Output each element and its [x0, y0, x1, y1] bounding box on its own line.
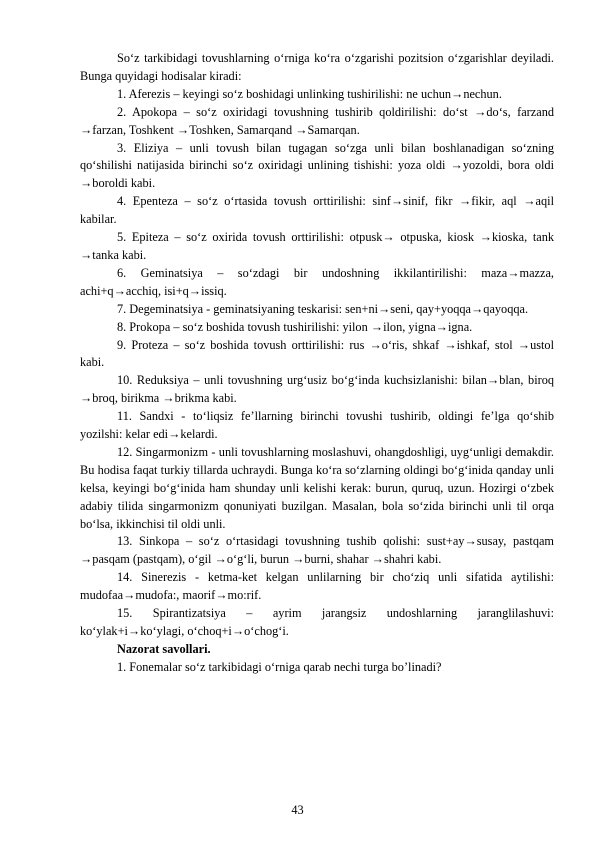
section-heading: Nazorat savollari. — [117, 641, 211, 656]
item-spirantizatsiya: 15. Spirantizatsiya – ayrim jarangsiz undoshlarning jaranglilashuvi: ko‘ylak+i→ko‘ylagi, o‘choq+i→o‘chog‘i. — [80, 606, 554, 638]
review-question: 1. Fonemalar so‘z tarkibidagi o‘rniga qarab nechi turga bo’linadi? — [117, 659, 442, 674]
item-sinerezis: 14. Sinerezis - ketma-ket kelgan unlilarning bir cho‘ziq unli sifatida aytilishi: mudofaa→mudofa:, maorif→mo:rif. — [80, 570, 554, 603]
item-reduksiya: 10. Reduksiya – unli tovushning urg‘usiz bo‘g‘inda kuchsizlanishi: bilan→blan, biroq →broq, birikma →brikma kabi. — [80, 373, 554, 406]
item-epenteza: 4. Epenteza – so‘z o‘rtasida tovush orttirilishi: sinf→sinif, fikr →fikir, aql →aqil kabilar. — [80, 194, 554, 227]
item-apokopa: 2. Apokopa – so‘z oxiridagi tovushning tushirib qoldirilishi: do‘st →do‘s, farzand →farzan, Toshkent →Toshken, Samarqand →Samarqan. — [80, 104, 554, 137]
item-sandxi: 11. Sandxi - to‘liqsiz fe’llarning birinchi tovushi tushirib, oldingi fe’lga qo‘shib yozilshi: kelar edi→kelardi. — [80, 409, 554, 442]
intro-paragraph: So‘z tarkibidagi tovushlarning o‘rniga ko‘ra o‘zgarishi pozitsion o‘zgarishlar deyiladi. Bunga quyidagi hodisalar kiradi: — [80, 51, 554, 83]
item-sinkopa: 13. Sinkopa – so‘z o‘rtasidagi tovushning tushib qolishi: sust+ay→susay, pastqam →pasqam (pastqam), o‘gil →o‘g‘li, burun →burni, shahar →shahri kabi. — [80, 534, 554, 567]
item-prokopa: 8. Prokopa – so‘z boshida tovush tushirilishi: yilon →ilon, yigna→igna. — [117, 319, 473, 334]
item-singarmonizm: 12. Singarmonizm - unli tovushlarning moslashuvi, ohangdoshligi, uyg‘unligi demakdir. Bu hodisa faqat turkiy tillarda uchraydi. Bunga ko‘ra so‘zlarning oldingi bo‘g‘inida qanday unli kelsa, keyingi bo‘g‘inida ham shunday unli kelishi kerak: burun, quruq, uzun. Hozirgi o‘zbek adabiy tilida singarmonizm qonuniyati buzilgan. Masalan, bola so‘zida birinchi unli til orqa bo‘lsa, ikkinchisi til oldi unli. — [80, 444, 554, 531]
page-number: 43 — [291, 803, 304, 817]
document-body — [80, 50, 554, 677]
item-aferezis: 1. Aferezis – keyingi so‘z boshidagi unlinking tushirilishi: ne uchun→nechun. — [117, 86, 502, 101]
item-degeminatsiya: 7. Degeminatsiya - geminatsiyaning teskarisi: sen+ni→seni, qay+yoqqa→qayoqqa. — [117, 301, 529, 316]
item-geminatsiya: 6. Geminatsiya – so‘zdagi bir undoshning ikkilantirilishi: maza→mazza, achi+q→acchiq, isi+q→issiq. — [80, 265, 554, 298]
item-eliziya: 3. Eliziya – unli tovush bilan tugagan so‘zga unli bilan boshlanadigan so‘zning qo‘shilishi natijasida birinchi so‘z oxiridagi unlining tishishi: yoza oldi →yozoldi, bora oldi →boroldi kabi. — [80, 140, 554, 191]
item-epiteza: 5. Epiteza – so‘z oxirida tovush orttirilishi: otpusk→ otpuska, kiosk →kioska, tank →tanka kabi. — [80, 230, 554, 262]
item-proteza: 9. Proteza – so‘z boshida tovush orttirilishi: rus →o‘ris, shkaf →ishkaf, stol →ustol kabi. — [80, 337, 554, 370]
